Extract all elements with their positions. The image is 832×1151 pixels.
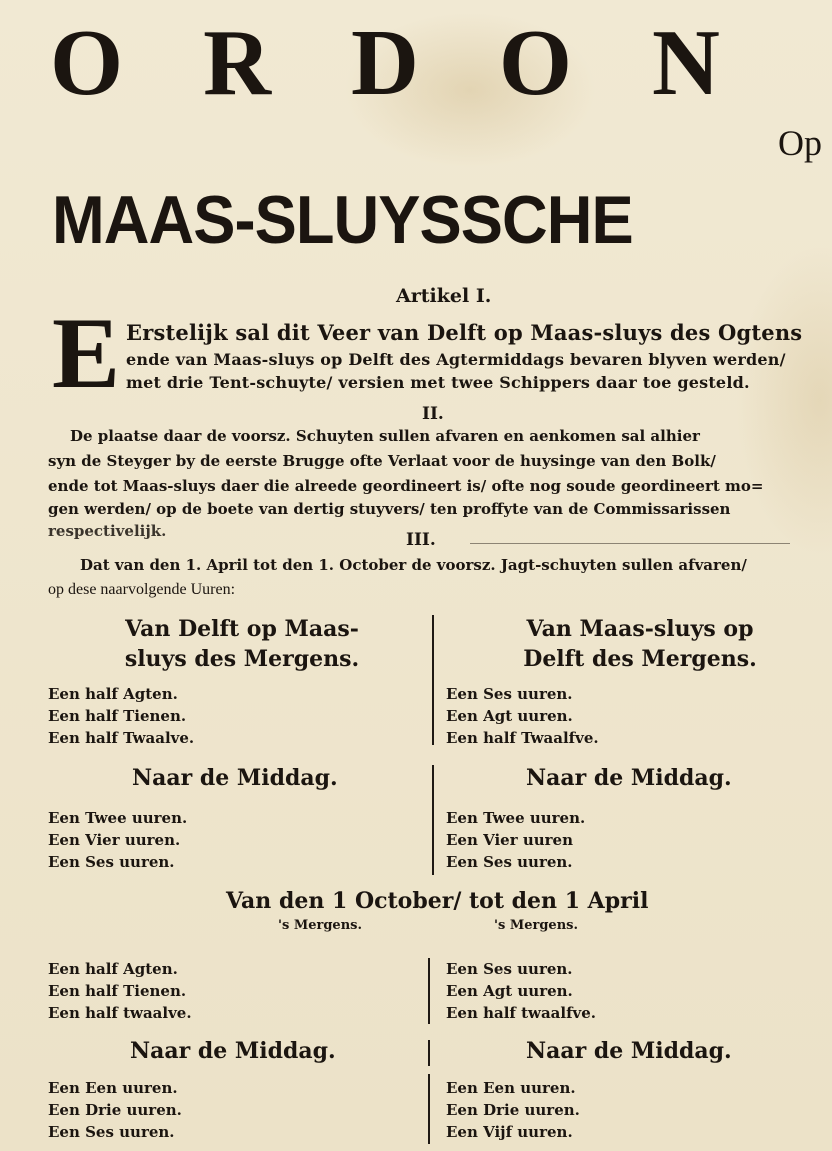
divider xyxy=(470,543,790,544)
departure-time: Een Twee uuren. xyxy=(446,809,586,827)
winter-heading: Van den 1 October/ tot den 1 April xyxy=(226,888,649,914)
departure-time: Een half Twaalve. xyxy=(48,729,195,747)
title-connector: Op xyxy=(778,123,822,163)
departure-time: Een half Twaalfve. xyxy=(446,729,599,747)
departure-time: Een Drie uuren. xyxy=(48,1101,182,1119)
winter-right-afternoon-list xyxy=(446,1077,580,1143)
column-divider xyxy=(428,1040,430,1066)
summer-left-morning-list xyxy=(48,683,194,749)
summer-right-morning-list xyxy=(446,683,599,749)
summer-left-heading xyxy=(72,614,412,674)
departure-time: Een Vier uuren. xyxy=(48,831,181,849)
column-divider xyxy=(432,765,434,875)
departure-time: Een Drie uuren. xyxy=(446,1101,580,1119)
summer-left-afternoon-list xyxy=(48,807,187,873)
summer-left-afternoon-heading: Naar de Middag. xyxy=(132,765,338,791)
article-2-line: De plaatse daar de voorsz. Schuyten sullen afvaren en aenkomen sal alhier xyxy=(70,427,700,445)
summer-right-afternoon-list xyxy=(446,807,585,873)
article-2-line: syn de Steyger by de eerste Brugge ofte Verlaat voor de huysinge van den Bolk/ xyxy=(48,452,716,470)
departure-time: Een half twaalve. xyxy=(48,1004,192,1022)
winter-right-subheading: 's Mergens. xyxy=(494,918,578,933)
winter-left-subheading: 's Mergens. xyxy=(278,918,362,933)
document-title: ORDON xyxy=(50,11,800,115)
summer-right-heading xyxy=(470,614,810,674)
departure-time: Een half Agten. xyxy=(48,960,178,978)
heading-line: Van Delft op Maas- xyxy=(125,616,359,642)
departure-time: Een Vijf uuren. xyxy=(446,1123,573,1141)
article-1-heading: Artikel I. xyxy=(396,285,492,307)
summer-right-afternoon-heading: Naar de Middag. xyxy=(526,765,732,791)
departure-time: Een Ses uuren. xyxy=(446,853,573,871)
article-1-line: ende van Maas-sluys op Delft des Agtermiddags bevaren blyven werden/ xyxy=(126,350,786,369)
departure-time: Een Twee uuren. xyxy=(48,809,188,827)
departure-time: Een half Tienen. xyxy=(48,982,187,1000)
heading-line: Van Maas-sluys op xyxy=(526,616,754,642)
article-2-line: ende tot Maas-sluys daer die alreede geordineert is/ ofte nog soude geordineert mo= xyxy=(48,477,764,495)
drop-cap: E xyxy=(52,297,121,410)
article-3-heading: III. xyxy=(406,530,436,550)
departure-time: Een Een uuren. xyxy=(48,1079,178,1097)
departure-time: Een half Agten. xyxy=(48,685,178,703)
article-3-line: op dese naarvolgende Uuren: xyxy=(48,581,236,598)
departure-time: Een Agt uuren. xyxy=(446,982,573,1000)
winter-left-afternoon-heading: Naar de Middag. xyxy=(130,1038,336,1064)
heading-line: Delft des Mergens. xyxy=(523,646,757,672)
departure-time: Een Vier uuren xyxy=(446,831,574,849)
departure-time: Een Agt uuren. xyxy=(446,707,573,725)
column-divider xyxy=(432,615,434,745)
winter-right-afternoon-heading: Naar de Middag. xyxy=(526,1038,732,1064)
article-3-line: Dat van den 1. April tot den 1. October de voorsz. Jagt-schuyten sullen afvaren/ xyxy=(80,556,747,574)
article-1-line: met drie Tent-schuyte/ versien met twee Schippers daar toe gesteld. xyxy=(126,373,750,392)
document-subtitle: MAAS-SLUYSSCHE xyxy=(52,182,633,258)
column-divider xyxy=(428,1074,430,1144)
article-2-line: respectivelijk. xyxy=(48,522,167,540)
article-1-line: Erstelijk sal dit Veer van Delft op Maas-sluys des Ogtens xyxy=(126,320,803,345)
heading-line: sluys des Mergens. xyxy=(124,646,360,672)
departure-time: Een Ses uuren. xyxy=(48,1123,175,1141)
departure-time: Een half twaalfve. xyxy=(446,1004,597,1022)
departure-time: Een Ses uuren. xyxy=(446,960,573,978)
winter-left-morning-list xyxy=(48,958,192,1024)
departure-time: Een Een uuren. xyxy=(446,1079,576,1097)
departure-time: Een half Tienen. xyxy=(48,707,187,725)
article-2-heading: II. xyxy=(422,404,444,424)
departure-time: Een Ses uuren. xyxy=(48,853,175,871)
column-divider xyxy=(428,958,430,1024)
article-2-line: gen werden/ op de boete van dertig stuyvers/ ten proffyte van de Commissarissen xyxy=(48,500,731,518)
winter-left-afternoon-list xyxy=(48,1077,182,1143)
winter-right-morning-list xyxy=(446,958,596,1024)
departure-time: Een Ses uuren. xyxy=(446,685,573,703)
